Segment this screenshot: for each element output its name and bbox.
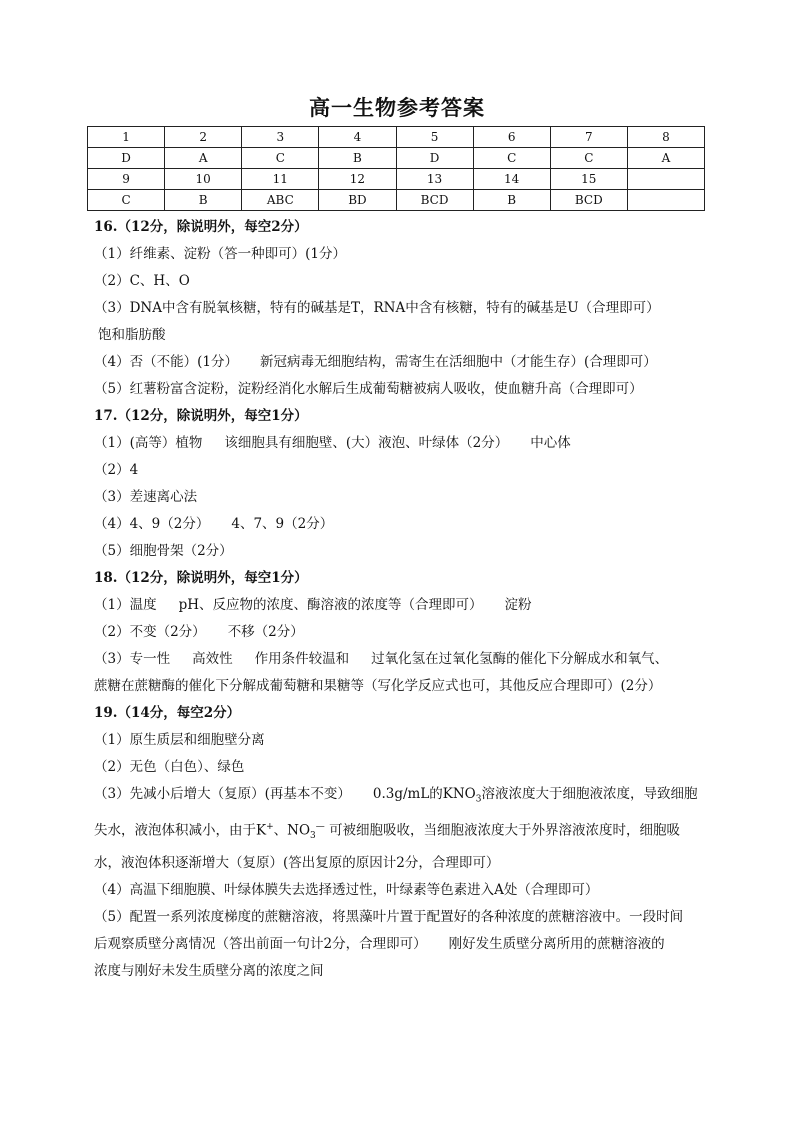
question-number-cell: 11 <box>242 169 319 190</box>
q19-answer-3d: 水，液泡体积逐渐增大（复原）(答出复原的原因计2分，合理即可） <box>94 854 500 871</box>
q18-answer-1c: 淀粉 <box>504 597 532 613</box>
q17-answer-4a: （4）4、9（2分） <box>94 516 210 532</box>
answer-cell: BCD <box>550 190 627 211</box>
answer-cell: BD <box>319 190 396 211</box>
q16-answer-4 <box>94 349 714 376</box>
q19-answer-3c-sup: + <box>266 821 274 832</box>
answer-table <box>87 126 705 211</box>
answer-content <box>94 214 714 985</box>
q18-answer-2 <box>94 619 714 646</box>
q19-answer-3b-pre: 0.3g/mL的KNO <box>372 786 476 802</box>
answer-cell: ABC <box>242 190 319 211</box>
answer-cell: A <box>165 148 242 169</box>
q19-answer-3c-pre: 失水，液泡体积减小，由于K <box>94 822 267 839</box>
q19-answer-5b <box>94 931 714 958</box>
q18-answer-3b: 高效性 <box>192 651 233 667</box>
q19-answer-3b-sub: 3 <box>475 794 482 805</box>
q16-answer-3b: 饱和脂肪酸 <box>98 327 166 343</box>
question-number-cell: 6 <box>473 127 550 148</box>
page-title: 高一生物参考答案 <box>309 95 485 120</box>
question-number-cell: 7 <box>550 127 627 148</box>
q19-answer-3 <box>94 781 714 814</box>
answer-cell <box>627 190 704 211</box>
question-number-cell: 4 <box>319 127 396 148</box>
q19-answer-2: （2）无色（白色）、绿色 <box>94 759 245 775</box>
answer-cell: D <box>88 148 165 169</box>
q18-answer-2a: （2）不变（2分） <box>94 624 206 640</box>
q18-answer-3d: 过氧化氢在过氧化氢酶的催化下分解成水和氧气、 <box>371 651 669 667</box>
q16-answer-5: （5）红薯粉富含淀粉，淀粉经消化水解后生成葡萄糖被病人吸收，使血糖升高（合理即可） <box>94 381 643 397</box>
q18-answer-1b: pH、反应物的浓度、酶溶液的浓度等（合理即可） <box>178 597 483 613</box>
q18-answer-2b: 不移（2分） <box>227 624 304 640</box>
q19-answer-3c-mid: 、NO <box>273 822 311 839</box>
q19-header: 19.（14分，每空2分） <box>94 705 241 721</box>
q18-header: 18.（12分，除说明外，每空1分） <box>94 570 308 586</box>
q19-answer-4: （4）高温下细胞膜、叶绿体膜失去选择透过性，叶绿素等色素进入A处（合理即可） <box>94 881 599 898</box>
answer-row <box>88 148 705 169</box>
q17-answer-1b: 该细胞具有细胞壁、(大）液泡、叶绿体（2分） <box>224 435 509 451</box>
q19-answer-3b-post: 溶液浓度大于细胞液浓度，导致细胞 <box>481 786 698 802</box>
q17-answer-1 <box>94 430 714 457</box>
q16-header: 16.（12分，除说明外，每空2分） <box>94 219 308 235</box>
q18-answer-1a: （1）温度 <box>94 597 157 613</box>
q19-answer-3c-sub: 3 <box>310 830 316 841</box>
q18-answer-3a: （3）专一性 <box>94 651 171 667</box>
q19-answer-3c-sup2: — <box>315 821 325 832</box>
question-number-cell: 13 <box>396 169 473 190</box>
q19-answer-3c-post: 可被细胞吸收，当细胞液浓度大于外界溶液浓度时，细胞吸 <box>329 822 681 839</box>
question-number-cell: 3 <box>242 127 319 148</box>
q16-answer-4b: 新冠病毒无细胞结构，需寄生在活细胞中（才能生存）(合理即可） <box>259 354 657 370</box>
q18-answer-3e: 蔗糖在蔗糖酶的催化下分解成葡萄糖和果糖等（写化学反应式也可，其他反应合理即可）(2分） <box>94 678 662 694</box>
answer-cell: C <box>473 148 550 169</box>
answer-cell: C <box>88 190 165 211</box>
answer-cell: B <box>473 190 550 211</box>
answer-cell: C <box>550 148 627 169</box>
question-number-cell: 10 <box>165 169 242 190</box>
question-number-cell: 14 <box>473 169 550 190</box>
answer-cell: BCD <box>396 190 473 211</box>
q16-answer-2: （2）C、H、O <box>94 273 190 289</box>
q16-answer-3: （3）DNA中含有脱氧核糖，特有的碱基是T，RNA中含有核糖，特有的碱基是U（合理即可） <box>94 300 660 316</box>
q19-answer-5b-post: 刚好发生质壁分离所用的蔗糖溶液的 <box>448 935 665 952</box>
q17-header: 17.（12分，除说明外，每空1分） <box>94 408 308 424</box>
q17-answer-4 <box>94 511 714 538</box>
q16-answer-1: （1）纤维素、淀粉（答一种即可）(1分） <box>94 246 346 262</box>
q17-answer-3: （3）差速离心法 <box>94 489 198 505</box>
q19-answer-3c <box>94 814 714 850</box>
question-number-cell: 5 <box>396 127 473 148</box>
question-number-cell: 2 <box>165 127 242 148</box>
q19-answer-5a: （5）配置一系列浓度梯度的蔗糖溶液，将黑藻叶片置于配置好的各种浓度的蔗糖溶液中。一段时间 <box>94 908 684 925</box>
question-number-row <box>88 169 705 190</box>
q17-answer-4b: 4、7、9（2分） <box>231 516 334 532</box>
answer-cell: B <box>319 148 396 169</box>
answer-cell: D <box>396 148 473 169</box>
answer-cell: C <box>242 148 319 169</box>
q19-answer-5c: 浓度与刚好未发生质壁分离的浓度之间 <box>94 962 324 979</box>
question-number-cell: 9 <box>88 169 165 190</box>
answer-cell: A <box>627 148 704 169</box>
question-number-row <box>88 127 705 148</box>
q17-answer-1a: （1）(高等）植物 <box>94 435 203 451</box>
question-number-cell: 12 <box>319 169 396 190</box>
q16-answer-4a: （4）否（不能）(1分） <box>94 354 238 370</box>
q17-answer-1c: 中心体 <box>530 435 571 451</box>
q19-answer-1: （1）原生质层和细胞壁分离 <box>94 732 265 748</box>
answer-cell: B <box>165 190 242 211</box>
q17-answer-5: （5）细胞骨架（2分） <box>94 543 233 559</box>
q18-answer-1 <box>94 592 714 619</box>
question-number-cell <box>627 169 704 190</box>
q19-answer-5b-pre: 后观察质壁分离情况（答出前面一句计2分，合理即可） <box>94 935 427 952</box>
q18-answer-3 <box>94 646 714 673</box>
q19-answer-3a: （3）先减小后增大（复原）(再基本不变） <box>94 786 351 802</box>
question-number-cell: 15 <box>550 169 627 190</box>
q17-answer-2: （2）4 <box>94 462 139 478</box>
question-number-cell: 8 <box>627 127 704 148</box>
question-number-cell: 1 <box>88 127 165 148</box>
q18-answer-3c: 作用条件较温和 <box>254 651 350 667</box>
answer-row <box>88 190 705 211</box>
